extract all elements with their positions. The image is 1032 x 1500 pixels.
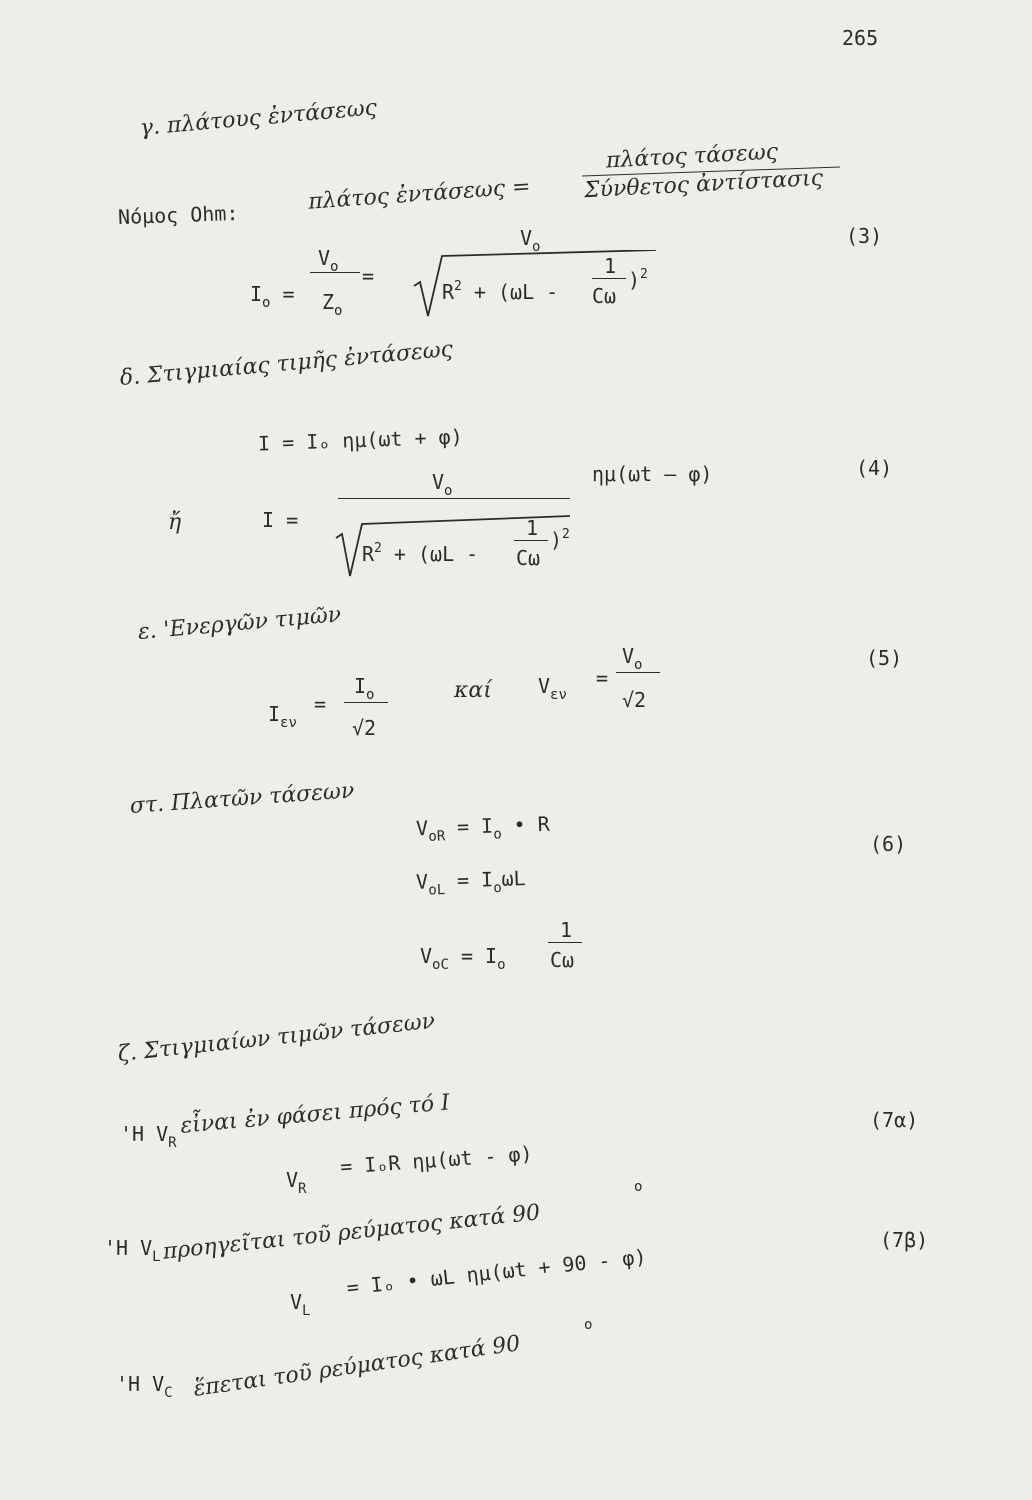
ohm-lhs: πλάτος ἐντάσεως = — [307, 174, 532, 215]
eq-number-3: (3) — [846, 224, 883, 248]
sine-term: ημ(ωt – φ) — [592, 462, 713, 486]
ohm-denominator: Σύνθετος ἀντίστασις — [583, 165, 824, 204]
section-delta-heading: δ. Στιγμιαίας τιμῆς ἐντάσεως — [118, 336, 454, 391]
and-word: καί — [454, 678, 492, 703]
page-number: 265 — [842, 26, 879, 50]
eq-number-4: (4) — [856, 456, 893, 480]
delta-eq1: I = Iₒ ημ(ωt + φ) — [257, 424, 464, 456]
section-gamma-heading: γ. πλάτους ἐντάσεως — [138, 95, 378, 141]
document-page: 265 γ. πλάτους ἐντάσεως Νόμος Ohm: πλάτος ἐντάσεως = πλάτος τάσεως Σύνθετος ἀντίστασις (3) $I_o$ = $V_o$ $Z_o$ = $V_o$ $R^2 + (\omega L$ - 1 Cω )$^2$ δ. Στιγμιαίας τιμῆς ἐντάσεως I = Iₒ ημ(ωt + φ) ἤ I = $V_o$ $R^2 + (\omega L$ - 1 Cω )$^2$ ημ(ωt – φ) (4) ε. 'Ενεργῶν τιμῶν $I_{\varepsilon\nu}$ = $I_o$ √2 καί $V_{\varepsilon\nu}$ = $V_o$ √2 (5) στ. Πλατῶν τάσεων $V_{oR} = I_o$ • R $V_{oL} = I_o\omega L$ $V_{oC} = I_o$ 1 Cω (6) ζ. Στιγμιαίων τιμῶν τάσεων 'Η $V_R$ εἶναι ἐν φάσει πρός τό I (7α) $V_R$ = IₒR ημ(ωt - φ) 'Η $V_L$ προηγεῖται τοῦ ρεύματος κατά 90 o (7β) $V_L$ = Iₒ • ωL ημ(ωt + 90 - φ) 'Η $V_C$ ἕπεται τοῦ ρεύματος κατά 90 o — [104, 26, 929, 1402]
eq-number-5: (5) — [866, 646, 903, 670]
ohm-numerator: πλάτος τάσεως — [605, 139, 779, 174]
eq-number-6: (6) — [870, 832, 907, 856]
ohm-label: Νόμος Ohm: — [117, 200, 239, 230]
eq-number-7a: (7α) — [870, 1108, 919, 1132]
section-st-heading: στ. Πλατῶν τάσεων — [129, 778, 356, 819]
section-zeta-heading: ζ. Στιγμιαίων τιμῶν τάσεων — [116, 1008, 437, 1067]
or-label: ἤ — [168, 510, 182, 535]
section-epsilon-heading: ε. 'Ενεργῶν τιμῶν — [136, 602, 343, 645]
eq-number-7b: (7β) — [880, 1228, 929, 1252]
